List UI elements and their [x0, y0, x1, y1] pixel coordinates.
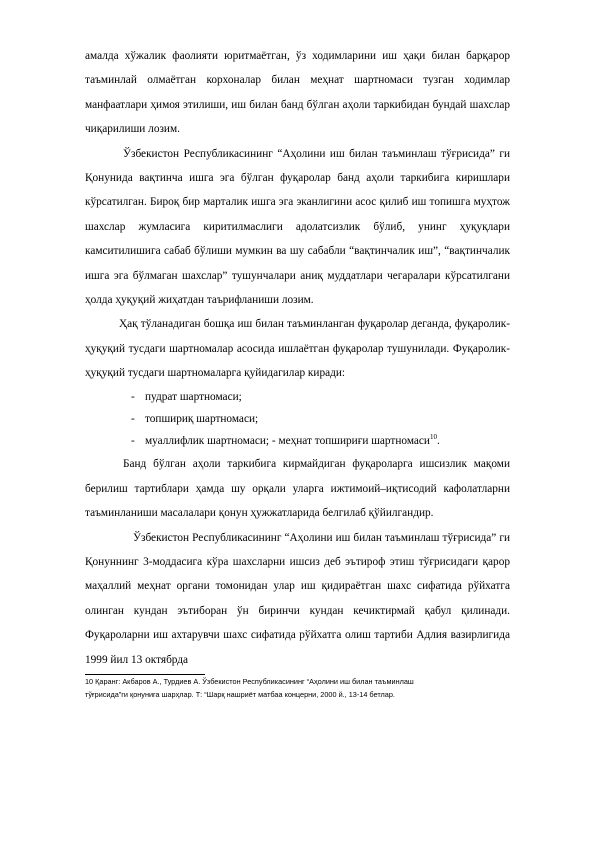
list-item-text: топшириқ шартномаси;: [145, 412, 259, 425]
paragraph-3: Ҳақ тўланадиган бошқа иш билан таъминланган фуқаролар деганда, фуқаролик-ҳуқуқий тусдаги шартномалар асосида ишлаётган фуқаролар тушунилади. Фуқаролик-ҳуқуқий тусдаги шартномаларга қуйидагилар киради:: [85, 318, 510, 380]
list-item: [85, 386, 510, 408]
list-dash: -: [131, 435, 135, 448]
footnote-line-1: 10 Қаранг: Акбаров А., Турдиев А. Ўзбекистон Республикасининг “Аҳолини иш билан таъминлаш: [85, 676, 414, 686]
list-dash: -: [131, 412, 135, 425]
document-page: [85, 44, 510, 702]
paragraph-1: амалда хўжалик фаолияти юритмаётган, ўз ходимларини иш ҳақи билан барқарор таъминлай олмаётган корхоналар билан меҳнат шартномаси тузган ходимлар манфаатлари ҳимоя этилиши, иш билан банд бўлган аҳоли таркибидан бундай шахслар чиқарилиши лозим.: [85, 50, 510, 136]
paragraph-2: Ўзбекистон Республикасининг “Аҳолини иш билан таъминлаш тўғрисида” ги Қонунида вақтинча ишга эга бўлган фуқаролар банд аҳоли таркибига киришлари кўрсатилган. Бироқ бир марталик ишга эга эканлигини асос қилиб иш топишга муҳтож шахслар жумласига киритилмаслиги адолатсизлик бўлиб, унинг ҳуқуқлари камситилишига сабаб бўлиши мумкин ва шу сабабли “вақтинчалик иш”, “вақтинчалик ишга эга бўлмаган шахслар” тушунчалари аниқ муддатлари чегаралари кўрсатилгани ҳолда ҳуқуқий жиҳатдан таърифланиши лозим.: [85, 147, 510, 307]
footnote-ref[interactable]: 10: [429, 433, 437, 442]
list-item-text: пудрат шартномаси;: [145, 390, 242, 403]
list-dash: -: [131, 390, 135, 403]
list-item-text: муаллифлик шартномаси; - меҳнат топшириғи шартномаси: [145, 435, 430, 448]
paragraph-5: Ўзбекистон Республикасининг “Аҳолини иш билан таъминлаш тўғрисида” ги Қонуннинг 3-моддасига кўра шахсларни ишсиз деб эътироф этиш тўғрисидаги қарор маҳаллий меҳнат органи томонидан улар иш қидираётган шахс сифатида рўйхатга олинган кундан эътиборан ўн биринчи кундан кечиктирмай қабул қилинади. Фуқароларни иш ахтарувчи шахс сифатида рўйхатга олиш тартиби Адлия вазирлигида 1999 йил 13 октябрда: [85, 531, 510, 666]
list-item-end: .: [436, 435, 440, 448]
footnote-line-2: тўғрисида”ги қонунига шарҳлар. Т: “Шарқ нашриёт матбаа концерни, 2000 й., 13-14 бетлар.: [85, 690, 395, 700]
paragraph-4: Банд бўлган аҳоли таркибига кирмайдиган фуқароларга ишсизлик мақоми берилиш тартиблари ҳамда шу орқали уларга ижтимоий–иқтисодий кафолатларни таъминланиши масалалари қонун ҳужжатларида белгилаб қўйилгандир.: [85, 458, 510, 520]
list-item: [85, 430, 510, 452]
contract-types-list: [85, 386, 510, 453]
list-item: [85, 408, 510, 430]
